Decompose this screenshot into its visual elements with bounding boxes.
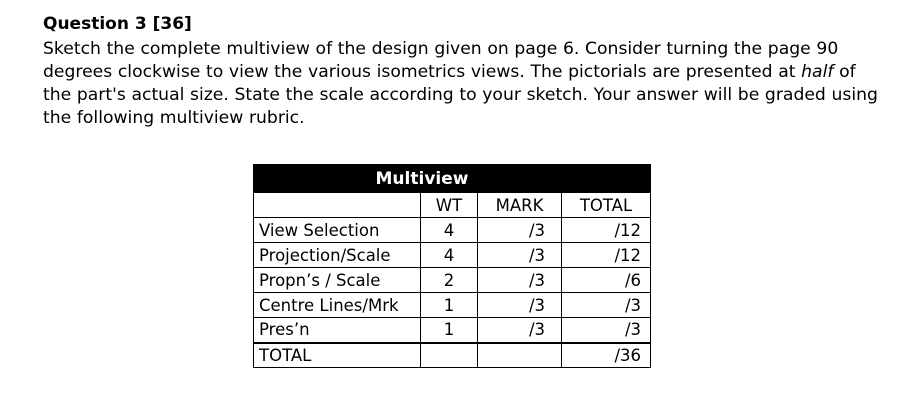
row-mark: /3 bbox=[478, 318, 562, 343]
column-header-item bbox=[254, 193, 421, 218]
row-item: Pres’n bbox=[254, 318, 421, 343]
question-block bbox=[43, 12, 888, 130]
row-total: /36 bbox=[562, 343, 651, 368]
question-body-part-2: of the part's actual size. State the scale according to your sketch. Your answer will be graded using the following multiview rubric. bbox=[43, 62, 878, 128]
column-header-total: TOTAL bbox=[562, 193, 651, 218]
row-mark: /3 bbox=[478, 218, 562, 243]
row-mark bbox=[478, 343, 562, 368]
row-item: TOTAL bbox=[254, 343, 421, 368]
row-item: View Selection bbox=[254, 218, 421, 243]
row-total: /6 bbox=[562, 268, 651, 293]
rubric-column-header-row bbox=[254, 193, 651, 218]
row-total: /12 bbox=[562, 243, 651, 268]
table-row bbox=[254, 318, 651, 343]
row-item: Propn’s / Scale bbox=[254, 268, 421, 293]
row-total: /3 bbox=[562, 293, 651, 318]
question-body bbox=[43, 38, 888, 130]
column-header-mark: MARK bbox=[478, 193, 562, 218]
table-row bbox=[254, 268, 651, 293]
table-row bbox=[254, 243, 651, 268]
question-body-part-1: Sketch the complete multiview of the design given on page 6. Consider turning the page 90 degrees clockwise to view the various isometrics views. The pictorials are presented at bbox=[43, 39, 839, 82]
row-wt: 4 bbox=[421, 243, 478, 268]
row-mark: /3 bbox=[478, 243, 562, 268]
row-total: /3 bbox=[562, 318, 651, 343]
row-wt: 1 bbox=[421, 318, 478, 343]
row-wt bbox=[421, 343, 478, 368]
row-total: /12 bbox=[562, 218, 651, 243]
row-wt: 2 bbox=[421, 268, 478, 293]
table-row-total bbox=[254, 343, 651, 368]
table-row bbox=[254, 293, 651, 318]
row-mark: /3 bbox=[478, 268, 562, 293]
rubric-title-row bbox=[254, 165, 651, 193]
row-item: Projection/Scale bbox=[254, 243, 421, 268]
column-header-wt: WT bbox=[421, 193, 478, 218]
row-item: Centre Lines/Mrk bbox=[254, 293, 421, 318]
question-body-emphasis: half bbox=[801, 62, 834, 82]
table-row bbox=[254, 218, 651, 243]
question-title: Question 3 [36] bbox=[43, 14, 192, 34]
row-mark: /3 bbox=[478, 293, 562, 318]
multiview-rubric-table bbox=[253, 164, 651, 368]
rubric-title: Multiview bbox=[254, 165, 651, 193]
row-wt: 1 bbox=[421, 293, 478, 318]
row-wt: 4 bbox=[421, 218, 478, 243]
